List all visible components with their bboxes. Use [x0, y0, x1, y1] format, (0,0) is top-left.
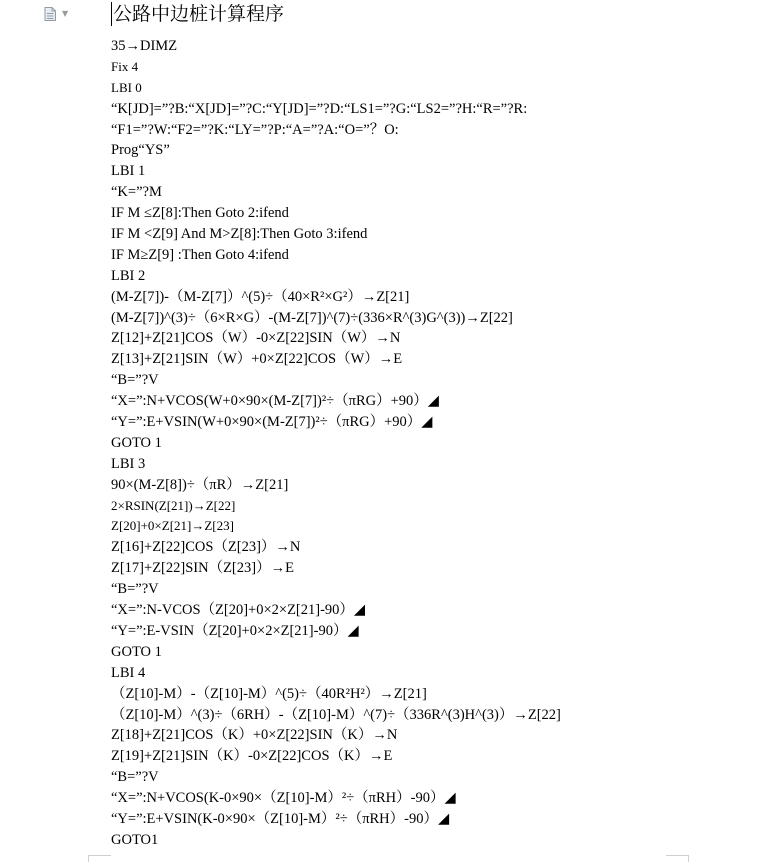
code-line: LBI 0 [111, 79, 142, 95]
page-corner-mark [88, 855, 111, 862]
code-line: (M-Z[7])-（M-Z[7]）^(5)÷（40×R²×G²）→Z[21] [111, 288, 410, 305]
code-line: Z[13]+Z[21]SIN（W）+0×Z[22]COS（W）→E [111, 351, 403, 368]
code-line: “B=”?V [111, 372, 159, 389]
code-line: “Y=”:E+VSIN(W+0×90×(M-Z[7])²÷（πRG）+90）◢ [111, 414, 433, 431]
code-line: “Y=”:E-VSIN（Z[20]+0×2×Z[21]-90）◢ [111, 622, 359, 639]
document-title: 公路中边桩计算程序 [113, 3, 285, 25]
code-line: (M-Z[7])^(3)÷（6×R×G）-(M-Z[7])^(7)÷(336×R^(3)G^(3))→Z[22] [111, 309, 513, 326]
code-line: “B=”?V [111, 769, 159, 786]
code-line: “X=”:N+VCOS(K-0×90×（Z[10]-M）²÷（πRH）-90）◢ [111, 790, 456, 807]
code-line: Z[17]+Z[22]SIN（Z[23]）→E [111, 560, 294, 577]
code-line: Z[18]+Z[21]COS（K）+0×Z[22]SIN（K）→N [111, 727, 398, 744]
code-line: GOTO 1 [111, 643, 162, 660]
program-listing [111, 36, 731, 851]
code-line: LBI 3 [111, 455, 146, 472]
code-line: “F1=”?W:“F2=”?K:“LY=”?P:“A=”?A:“O=”？O: [111, 121, 399, 138]
code-line: “B=”?V [111, 581, 159, 598]
code-line: Z[20]+0×Z[21]→Z[23] [111, 518, 234, 534]
code-line: Z[16]+Z[22]COS（Z[23]）→N [111, 539, 301, 556]
code-line: Z[12]+Z[21]COS（W）-0×Z[22]SIN（W）→N [111, 330, 401, 347]
code-line: GOTO 1 [111, 434, 162, 451]
code-line: LBI 1 [111, 163, 146, 180]
code-line: 35→DIMZ [111, 38, 178, 54]
chevron-down-icon[interactable]: ▼ [62, 9, 69, 18]
code-line: “K[JD]=”?B:“X[JD]=”?C:“Y[JD]=”?D:“LS1=”?G:“LS2=”?H:“R=”?R: [111, 100, 528, 117]
code-line: （Z[10]-M）-（Z[10]-M）^(5)÷（40R²H²）→Z[21] [111, 685, 427, 702]
code-line: IF M≥Z[9] :Then Goto 4:ifend [111, 246, 289, 263]
code-line: Prog“YS” [111, 142, 170, 159]
code-line: 90×(M-Z[8])÷（πR）→Z[21] [111, 476, 289, 493]
page-corner-mark [666, 855, 689, 862]
code-line: IF M ≤Z[8]:Then Goto 2:ifend [111, 205, 289, 222]
code-line: “K=”?M [111, 184, 162, 201]
code-line: Z[19]+Z[21]SIN（K）-0×Z[22]COS（K）→E [111, 748, 393, 765]
code-line: LBI 4 [111, 664, 146, 681]
code-line: LBI 2 [111, 267, 146, 284]
code-line: “X=”:N+VCOS(W+0×90×(M-Z[7])²÷（πRG）+90）◢ [111, 393, 439, 410]
code-line: GOTO1 [111, 831, 159, 848]
document-icon[interactable] [44, 7, 56, 21]
code-line: （Z[10]-M）^(3)÷（6RH）-（Z[10]-M）^(7)÷（336R^(3)H^(3)）→Z[22] [111, 706, 561, 723]
code-line: IF M <Z[9] And M>Z[8]:Then Goto 3:ifend [111, 226, 368, 243]
code-line: Fix 4 [111, 58, 139, 74]
code-line: 2×RSIN(Z[21])→Z[22] [111, 497, 236, 513]
code-line: “X=”:N-VCOS（Z[20]+0×2×Z[21]-90）◢ [111, 602, 366, 619]
code-line: “Y=”:E+VSIN(K-0×90×（Z[10]-M）²÷（πRH）-90）◢ [111, 810, 450, 827]
